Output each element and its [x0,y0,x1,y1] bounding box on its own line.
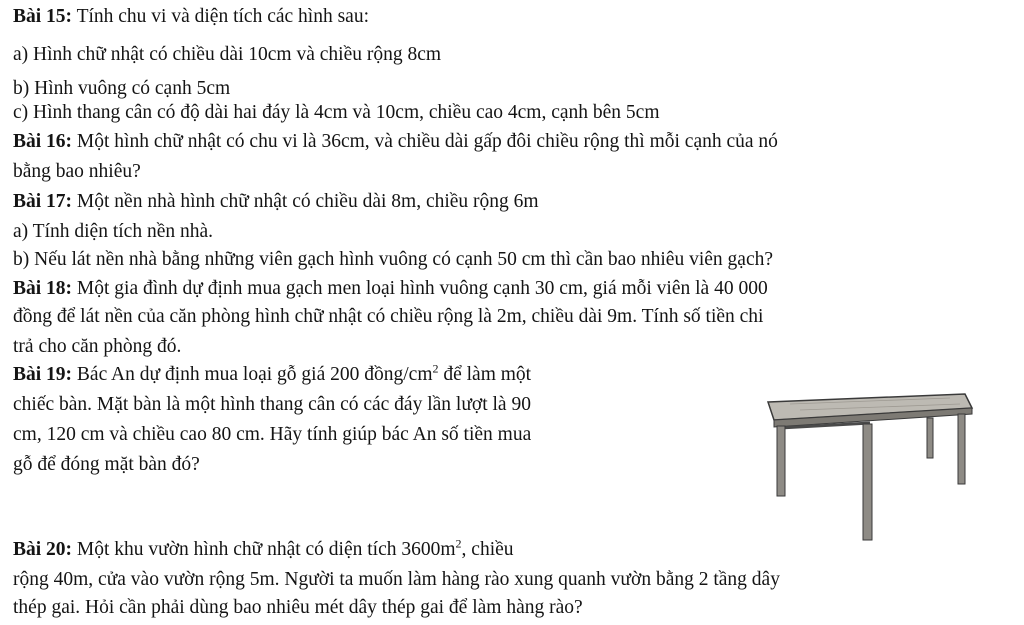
exercise-15-b: b) Hình vuông có cạnh 5cm [13,78,231,99]
exercise-20-text1b: , chiều [461,539,514,560]
exercise-19-superscript: 2 [432,361,439,376]
exercise-19-line3: cm, 120 cm và chiều cao 80 cm. Hãy tính giúp bác An số tiền mua [13,424,532,445]
exercise-18-line1 [13,277,768,301]
exercise-17-b: b) Nếu lát nền nhà bằng những viên gạch hình vuông có cạnh 50 cm thì cần bao nhiêu viên gạch? [13,249,774,270]
exercise-16-line1 [13,130,778,154]
exercise-20-line2: rộng 40m, cửa vào vườn rộng 5m. Người ta muốn làm hàng rào xung quanh vườn bằng 2 tầng dây [13,569,780,590]
exercise-18-line2: đồng để lát nền của căn phòng hình chữ nhật có chiều rộng là 2m, chiều dài 9m. Tính số tiền chi [13,306,764,327]
exercise-19-text1b: để làm một [438,364,532,385]
exercise-17-title [13,190,539,214]
exercise-20-superscript: 2 [455,536,462,551]
exercise-15-title [13,5,369,29]
exercise-18-line3: trả cho căn phòng đó. [13,336,182,357]
exercise-15-label: Bài 15: [13,6,73,27]
table-illustration-icon [760,380,975,545]
exercise-16-text1: Một hình chữ nhật có chu vi là 36cm, và chiều dài gấp đôi chiều rộng thì mỗi cạnh của nó [72,131,778,152]
exercise-17-label: Bài 17: [13,191,73,212]
exercise-19-text1a: Bác An dự định mua loại gỗ giá 200 đồng/cm [72,364,433,385]
exercise-19-line2: chiếc bàn. Mặt bàn là một hình thang cân có các đáy lần lượt là 90 [13,394,531,415]
exercise-18-text1: Một gia đình dự định mua gạch men loại hình vuông cạnh 30 cm, giá mỗi viên là 40 000 [72,278,768,299]
exercise-17-text: Một nền nhà hình chữ nhật có chiều dài 8m, chiều rộng 6m [72,191,539,212]
exercise-18-label: Bài 18: [13,278,73,299]
exercise-15-a: a) Hình chữ nhật có chiều dài 10cm và chiều rộng 8cm [13,44,442,65]
exercise-17-a: a) Tính diện tích nền nhà. [13,221,213,242]
exercise-20-line1 [13,538,514,562]
exercise-16-line2: bằng bao nhiêu? [13,161,141,182]
exercise-20-text1a: Một khu vườn hình chữ nhật có diện tích 3600m [72,539,456,560]
exercise-16-label: Bài 16: [13,131,73,152]
exercise-15-text: Tính chu vi và diện tích các hình sau: [72,6,369,27]
exercise-20-label: Bài 20: [13,539,73,560]
exercise-19-line4: gỗ để đóng mặt bàn đó? [13,454,200,475]
exercise-19-label: Bài 19: [13,364,73,385]
exercise-20-line3: thép gai. Hỏi cần phải dùng bao nhiêu mét dây thép gai để làm hàng rào? [13,597,583,618]
exercise-19-line1 [13,363,531,387]
exercise-15-c: c) Hình thang cân có độ dài hai đáy là 4cm và 10cm, chiều cao 4cm, cạnh bên 5cm [13,102,660,123]
